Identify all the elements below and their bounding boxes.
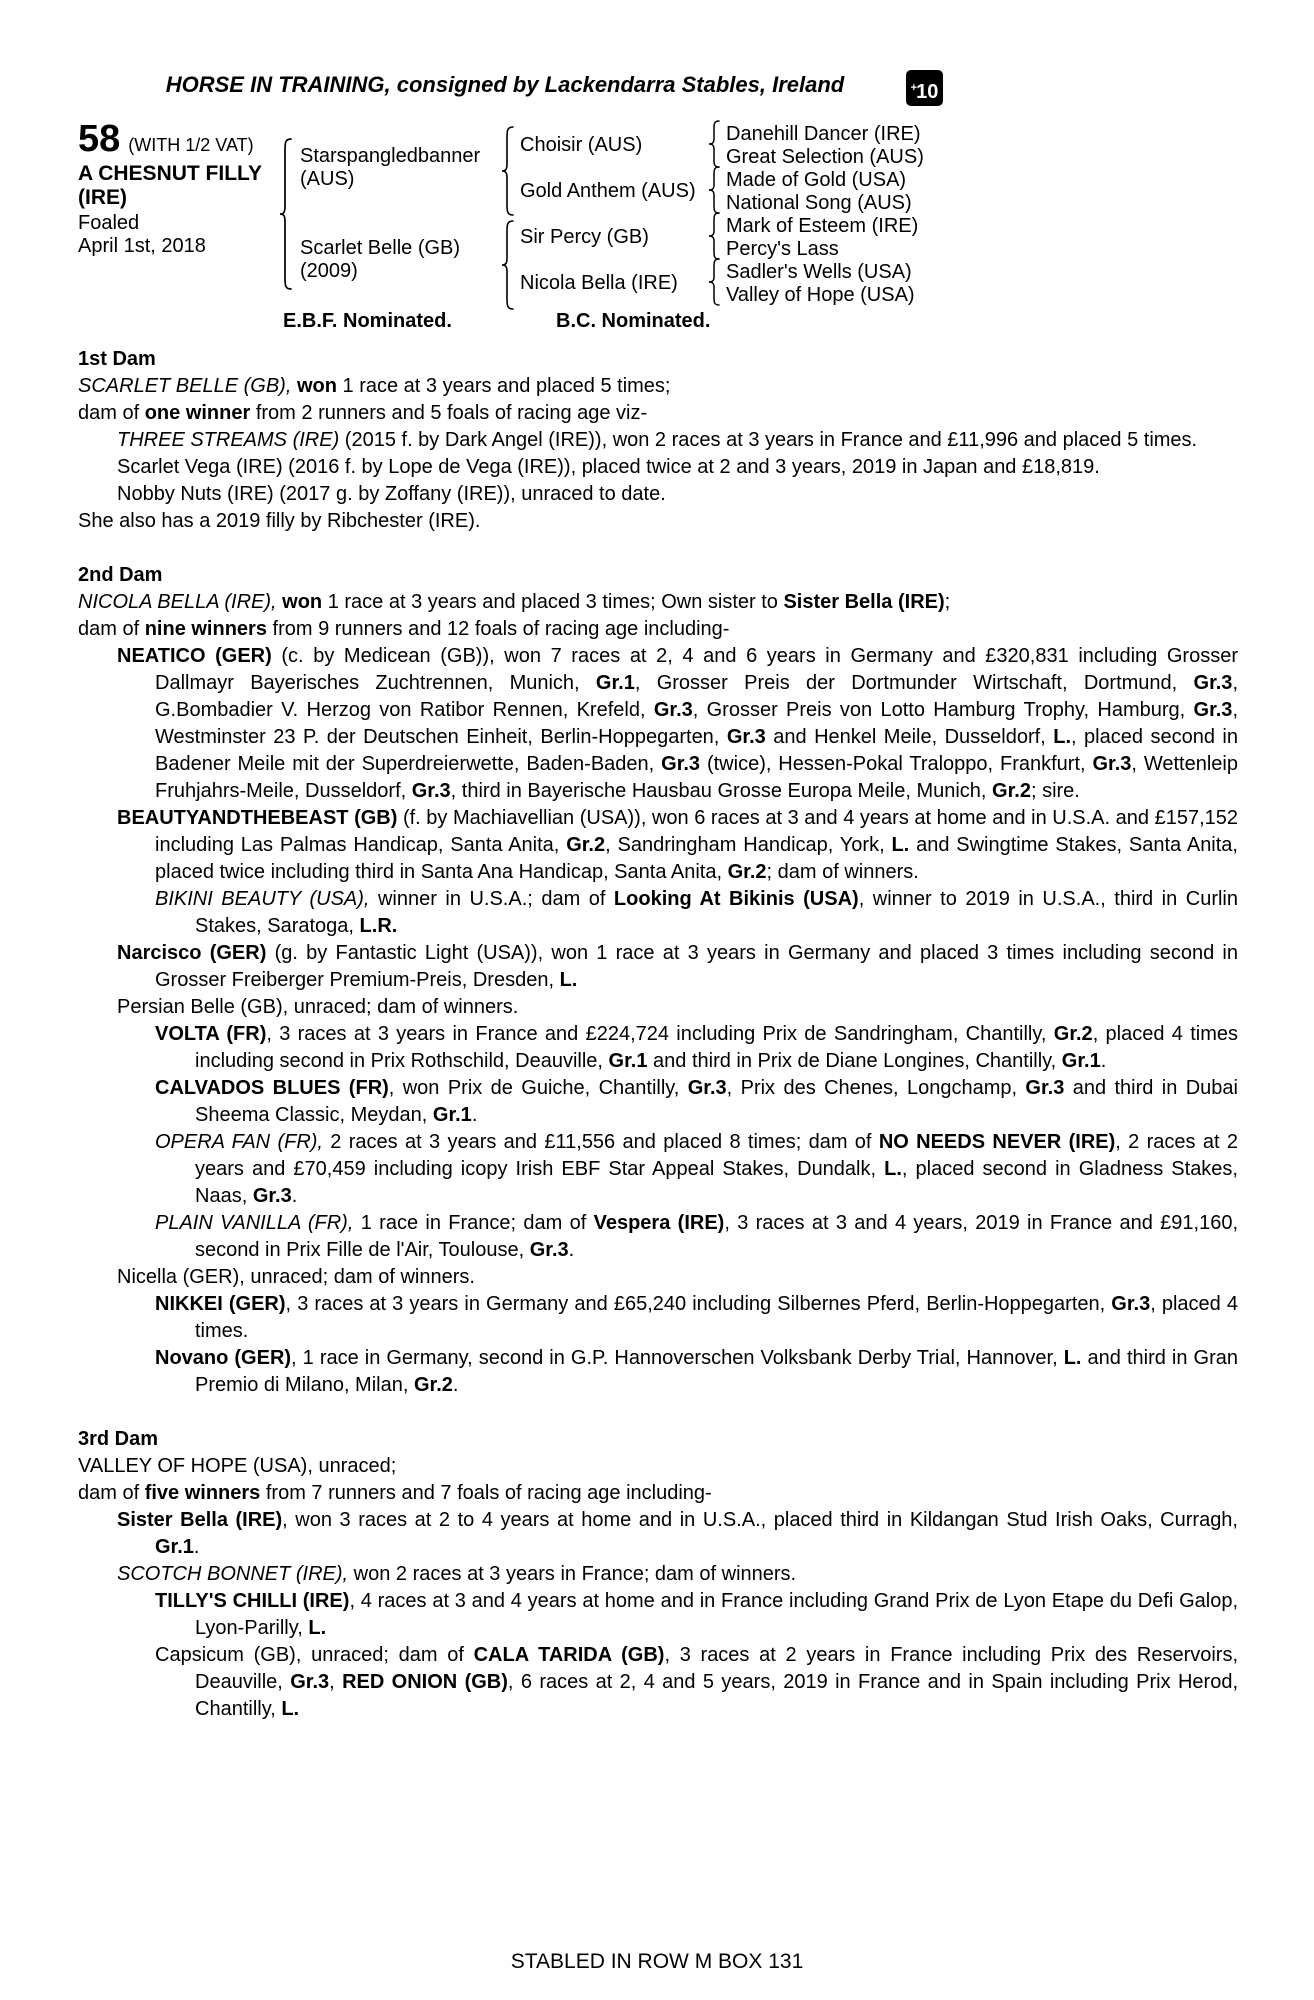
pedigree-paragraph [78, 1453, 1238, 1480]
great-grandparent-2: Great Selection (AUS) [726, 146, 924, 168]
text-run: 1 race at 3 years and placed 5 times; [336, 375, 671, 397]
pedigree-paragraph [117, 1264, 1238, 1291]
text-run: from 2 runners and 5 foals of racing age viz- [250, 402, 648, 424]
emphasis-text: Gr.3 [252, 1185, 292, 1207]
pedigree-paragraph [78, 508, 1238, 535]
text-run: . [1100, 1050, 1107, 1072]
text-run: dam of [78, 618, 145, 640]
page-title: HORSE IN TRAINING, consigned by Lackendarra Stables, Ireland [165, 72, 845, 97]
emphasis-text: L. [559, 969, 578, 991]
pedigree-paragraph [117, 481, 1238, 508]
pedigree-brace-main [280, 138, 292, 290]
text-run: Scarlet Vega (IRE) (2016 f. by Lope de Vega (IRE)), placed twice at 2 and 3 years, 2019 in Japan and £18,819. [117, 456, 1100, 478]
grandsire-paternal: Choisir (AUS) [520, 134, 643, 156]
text-run: Nicella (GER), unraced; dam of winners. [117, 1266, 475, 1288]
emphasis-text: Gr.3 [653, 699, 693, 721]
pedigree-paragraph [78, 400, 1238, 427]
foaled-label: Foaled [78, 212, 140, 234]
emphasis-text: Gr.3 [1092, 753, 1132, 775]
vat-note: (WITH 1/2 VAT) [128, 135, 254, 155]
emphasis-text: BEAUTYANDTHEBEAST (GB) [117, 807, 398, 829]
text-run: (c. by Medicean (GB)), won 7 races at 2, 4 and 6 years in Germany and £320,831 including Grosser Dallmayr Bayerisches Zuchtrennen, Munich, [155, 645, 1238, 694]
emphasis-text: Gr.3 [290, 1671, 330, 1693]
badge-plus-mark: + [910, 82, 918, 94]
pedigree-paragraph [117, 427, 1238, 454]
dam-heading: 3rd Dam [78, 1428, 159, 1450]
emphasis-text: Gr.3 [1111, 1293, 1151, 1315]
text-run: , 4 races at 3 and 4 years at home and in France including Grand Prix de Lyon Etape du Defi Galop, Lyon-Parilly, [195, 1590, 1239, 1639]
text-run: (g. by Fantastic Light (USA)), won 1 race at 3 years in Germany and placed 3 times including second in Grosser Freiberger Premium-Preis, Dresden, [155, 942, 1238, 991]
text-run: , won 3 races at 2 to 4 years at home and in U.S.A., placed third in Kildangan Stud Irish Oaks, Curragh, [282, 1509, 1238, 1531]
pedigree-brace-sire [502, 126, 514, 216]
pedigree-brace-gp4 [708, 258, 720, 306]
italic-name: THREE STREAMS (IRE) [117, 429, 340, 451]
text-run: , Grosser Preis der Dortmunder Wirtschaft, Dortmund, [634, 672, 1194, 694]
emphasis-text: L. [884, 1158, 902, 1180]
pedigree-paragraph [117, 994, 1238, 1021]
emphasis-text: Gr.3 [411, 780, 451, 802]
emphasis-text: won [282, 591, 323, 613]
pedigree-paragraph [117, 1507, 1238, 1561]
pedigree-paragraph [155, 1021, 1239, 1075]
text-run: , Wettenleip Fruhjahrs-Meile, Dusseldorf, [155, 753, 1238, 802]
pedigree-paragraph [155, 1129, 1238, 1210]
emphasis-text: Gr.3 [1193, 672, 1233, 694]
page-number-badge [906, 70, 943, 106]
text-run: dam of [78, 1482, 145, 1504]
text-run: , Westminster 23 P. der Deutschen Einheit, Berlin-Hoppegarten, [155, 699, 1238, 748]
dam-section [78, 1426, 1238, 1723]
text-run: Nobby Nuts (IRE) (2017 g. by Zoffany (IRE)), unraced to date. [117, 483, 666, 505]
emphasis-text: Gr.3 [1193, 699, 1233, 721]
emphasis-text: NO NEEDS NEVER (IRE) [878, 1131, 1116, 1153]
emphasis-text: TILLY'S CHILLI (IRE) [155, 1590, 350, 1612]
emphasis-text: CALVADOS BLUES (FR) [155, 1077, 389, 1099]
emphasis-text: Gr.3 [661, 753, 701, 775]
text-run: . [471, 1104, 478, 1126]
text-run: , 6 races at 2, 4 and 5 years, 2019 in France and in Spain including Prix Herod, Chantilly, [195, 1671, 1239, 1720]
text-run: , 2 races at 2 years and £70,459 including icopy Irish EBF Star Appeal Stakes, Dundalk, [195, 1131, 1238, 1180]
emphasis-text: Vespera (IRE) [593, 1212, 725, 1234]
pedigree-paragraph [78, 589, 1238, 616]
text-run: , winner to 2019 in U.S.A., third in Curlin Stakes, Saratoga, [195, 888, 1238, 937]
text-run: winner in U.S.A.; dam of [369, 888, 614, 910]
text-run: , 1 race in Germany, second in G.P. Hannoverschen Volksbank Derby Trial, Hannover, [291, 1347, 1064, 1369]
text-run: , Grosser Preis von Lotto Hamburg Trophy, Hamburg, [692, 699, 1194, 721]
text-run: ; sire. [1030, 780, 1080, 802]
badge-page-number: 10 [916, 81, 939, 103]
text-run: Persian Belle (GB), unraced; dam of winners. [117, 996, 519, 1018]
emphasis-text: one winner [144, 402, 251, 424]
emphasis-text: Gr.1 [608, 1050, 648, 1072]
emphasis-text: Gr.2 [413, 1374, 453, 1396]
emphasis-text: Gr.1 [1061, 1050, 1101, 1072]
ebf-nominated-label: E.B.F. Nominated. [283, 310, 452, 332]
emphasis-text: won [296, 375, 337, 397]
horse-description-line1: A CHESNUT FILLY [78, 162, 262, 185]
pedigree-paragraph [117, 454, 1238, 481]
emphasis-text: L. [281, 1698, 300, 1720]
text-run: . [291, 1185, 298, 1207]
text-run: , placed second in Badener Meile mit der Superdreierwette, Baden-Baden, [155, 726, 1238, 775]
italic-name: SCARLET BELLE (GB), [78, 375, 292, 397]
emphasis-text: Novano (GER) [155, 1347, 292, 1369]
emphasis-text: VOLTA (FR) [155, 1023, 267, 1045]
great-grandparent-1: Danehill Dancer (IRE) [726, 123, 921, 145]
great-grandparent-8: Valley of Hope (USA) [726, 284, 915, 306]
pedigree-paragraph [155, 1588, 1239, 1642]
emphasis-text: L. [308, 1617, 327, 1639]
great-grandparent-4: National Song (AUS) [726, 192, 912, 214]
emphasis-text: Narcisco (GER) [117, 942, 267, 964]
pedigree-paragraph [155, 886, 1238, 940]
dam-name-line1: Scarlet Belle (GB) [300, 237, 461, 259]
dam-section [78, 346, 1238, 535]
text-run: (2015 f. by Dark Angel (IRE)), won 2 races at 3 years in France and £11,996 and placed 5 times. [339, 429, 1198, 451]
sire-name-line1: Starspangledbanner [300, 145, 481, 167]
pedigree-paragraph [117, 1561, 1238, 1588]
text-run: , 3 races at 3 and 4 years, 2019 in France and £91,160, second in Prix Fille de l'Air, Toulouse, [195, 1212, 1238, 1261]
pedigree-brace-gp2 [708, 166, 720, 214]
emphasis-text: Gr.3 [529, 1239, 569, 1261]
emphasis-text: Gr.2 [1053, 1023, 1093, 1045]
emphasis-text: Gr.1 [432, 1104, 472, 1126]
text-run: 1 race at 3 years and placed 3 times; Own sister to [322, 591, 784, 613]
text-run: She also has a 2019 filly by Ribchester (IRE). [78, 510, 481, 532]
text-run: ; [944, 591, 951, 613]
sire-name-line2: (AUS) [300, 168, 355, 190]
stabling-note: STABLED IN ROW M BOX 131 [510, 1950, 804, 1973]
emphasis-text: Gr.3 [687, 1077, 727, 1099]
text-run: . [193, 1536, 200, 1558]
dam-section [78, 562, 1238, 1399]
italic-name: BIKINI BEAUTY (USA), [155, 888, 370, 910]
text-run: Capsicum (GB), unraced; dam of [155, 1644, 474, 1666]
granddam-paternal: Gold Anthem (AUS) [520, 180, 696, 202]
text-run: , 3 races at 2 years in France including Prix des Reservoirs, Deauville, [195, 1644, 1239, 1693]
text-run: , placed second in Gladness Stakes, Naas, [195, 1158, 1238, 1207]
dam-name-line2: (2009) [300, 260, 358, 282]
pedigree-paragraph [155, 1210, 1238, 1264]
pedigree-paragraph [155, 1345, 1238, 1399]
pedigree-paragraph [78, 1480, 1238, 1507]
foaled-date: April 1st, 2018 [78, 235, 206, 257]
emphasis-text: nine winners [144, 618, 267, 640]
text-run: , G.Bombadier V. Herzog von Ratibor Rennen, Krefeld, [155, 672, 1238, 721]
text-run: and third in Prix de Diane Longines, Chantilly, [647, 1050, 1062, 1072]
text-run: , Prix des Chenes, Longchamp, [726, 1077, 1026, 1099]
text-run: , Sandringham Handicap, York, [605, 834, 892, 856]
text-run: from 7 runners and 7 foals of racing age including- [260, 1482, 712, 1504]
text-run: (f. by Machiavellian (USA)), won 6 races at 3 and 4 years at home and in U.S.A. and £157,152 including Las Palmas Handicap, Santa Anita, [155, 807, 1238, 856]
text-run: (twice), Hessen-Pokal Traloppo, Frankfurt, [700, 753, 1093, 775]
pedigree-paragraph [117, 805, 1238, 886]
text-run: won 2 races at 3 years in France; dam of winners. [348, 1563, 797, 1585]
text-run: and third in Gran Premio di Milano, Milan, [195, 1347, 1238, 1396]
text-run: from 9 runners and 12 foals of racing age including- [266, 618, 730, 640]
emphasis-text: RED ONION (GB) [342, 1671, 508, 1693]
lot-number: 58 [78, 118, 121, 160]
text-run: and Henkel Meile, Dusseldorf, [765, 726, 1054, 748]
emphasis-text: L. [1063, 1347, 1082, 1369]
italic-name: OPERA FAN (FR), [155, 1131, 323, 1153]
emphasis-text: Gr.2 [566, 834, 606, 856]
pedigree-paragraph [117, 940, 1238, 994]
dam-heading: 1st Dam [78, 348, 156, 370]
great-grandparent-7: Sadler's Wells (USA) [726, 261, 912, 283]
nominations-row [0, 310, 1314, 337]
emphasis-text: L. [1053, 726, 1072, 748]
text-run: , 3 races at 3 years in Germany and £65,240 including Silbernes Pferd, Berlin-Hoppegarten, [285, 1293, 1112, 1315]
emphasis-text: Gr.1 [155, 1536, 194, 1558]
italic-name: NICOLA BELLA (IRE), [78, 591, 277, 613]
text-run: . [452, 1374, 459, 1396]
text-run: dam of [78, 402, 145, 424]
granddam-maternal: Nicola Bella (IRE) [520, 272, 678, 294]
pedigree-brace-gp3 [708, 212, 720, 260]
dam-heading: 2nd Dam [78, 564, 163, 586]
text-run: 2 races at 3 years and £11,556 and placed 8 times; dam of [322, 1131, 879, 1153]
text-run: VALLEY OF HOPE (USA), unraced; [78, 1455, 397, 1477]
pedigree-text-body [78, 346, 1238, 1723]
pedigree-brace-gp1 [708, 120, 720, 168]
emphasis-text: L.R. [359, 915, 398, 937]
great-grandparent-5: Mark of Esteem (IRE) [726, 215, 919, 237]
text-run: . [568, 1239, 575, 1261]
pedigree-paragraph [155, 1291, 1239, 1345]
great-grandparent-3: Made of Gold (USA) [726, 169, 907, 191]
great-grandparent-6: Percy's Lass [726, 238, 839, 260]
pedigree-paragraph [155, 1075, 1238, 1129]
text-run: ; dam of winners. [766, 861, 919, 883]
horse-description-line2: (IRE) [78, 186, 127, 209]
emphasis-text: Gr.2 [992, 780, 1031, 802]
text-run: , [329, 1671, 343, 1693]
emphasis-text: CALA TARIDA (GB) [473, 1644, 665, 1666]
emphasis-text: Gr.3 [726, 726, 766, 748]
text-run: , placed 4 times. [195, 1293, 1239, 1342]
emphasis-text: five winners [144, 1482, 261, 1504]
pedigree-paragraph [155, 1642, 1239, 1723]
emphasis-text: Gr.3 [1025, 1077, 1065, 1099]
emphasis-text: Looking At Bikinis (USA) [613, 888, 859, 910]
page-header [0, 70, 1314, 114]
text-run: , third in Bayerische Hausbau Grosse Europa Meile, Munich, [450, 780, 993, 802]
pedigree-paragraph [78, 616, 1238, 643]
emphasis-text: Gr.1 [595, 672, 635, 694]
pedigree-paragraph [78, 373, 1238, 400]
pedigree-brace-dam [502, 220, 514, 310]
text-run: 1 race in France; dam of [353, 1212, 594, 1234]
emphasis-text: Sister Bella (IRE) [117, 1509, 283, 1531]
emphasis-text: Sister Bella (IRE) [783, 591, 945, 613]
grandsire-maternal: Sir Percy (GB) [520, 226, 649, 248]
emphasis-text: NEATICO (GER) [117, 645, 272, 667]
text-run: and third in Dubai Sheema Classic, Meydan, [195, 1077, 1238, 1126]
emphasis-text: L. [891, 834, 910, 856]
text-run: , placed 4 times including second in Prix Rothschild, Deauville, [195, 1023, 1239, 1072]
italic-name: SCOTCH BONNET (IRE), [117, 1563, 349, 1585]
pedigree-table [0, 118, 1314, 310]
text-run: , 3 races at 3 years in France and £224,724 including Prix de Sandringham, Chantilly, [266, 1023, 1054, 1045]
emphasis-text: Gr.2 [727, 861, 767, 883]
text-run: and Swingtime Stakes, Santa Anita, placed twice including third in Santa Ana Handicap, Santa Anita, [155, 834, 1238, 883]
bc-nominated-label: B.C. Nominated. [556, 310, 711, 332]
pedigree-paragraph [117, 643, 1238, 805]
emphasis-text: NIKKEI (GER) [155, 1293, 286, 1315]
italic-name: PLAIN VANILLA (FR), [155, 1212, 354, 1234]
lot-line [78, 120, 254, 158]
text-run: , won Prix de Guiche, Chantilly, [388, 1077, 688, 1099]
